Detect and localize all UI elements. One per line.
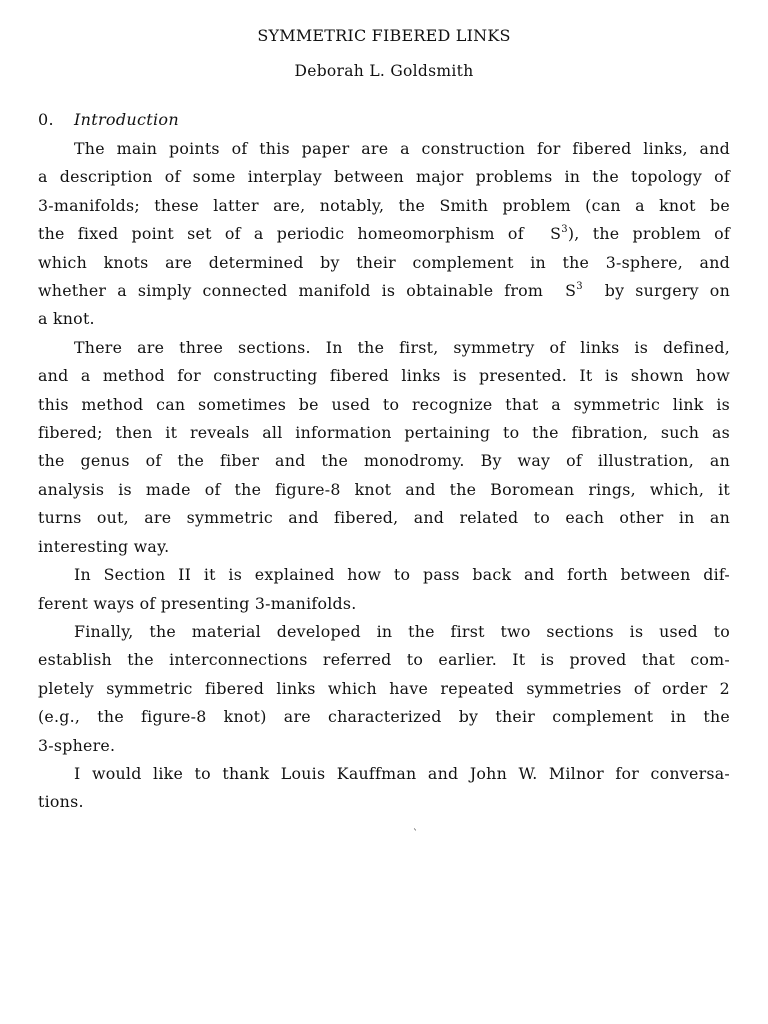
text-line (38, 220, 730, 248)
math-superscript: 3 (576, 281, 583, 293)
section-heading (38, 110, 179, 129)
text-line: turns out, are symmetric and fibered, and related to each other in an (38, 508, 730, 528)
section-number: 0. (38, 110, 54, 129)
text-fragment: by surgery on (604, 281, 730, 301)
paragraph-5 (38, 760, 730, 817)
text-line: 3-manifolds; these latter are, notably, the Smith problem (can a knot be (38, 195, 730, 215)
text-line: establish the interconnections referred to earlier. It is proved that com- (38, 650, 730, 670)
text-line: interesting way. (38, 536, 170, 556)
paragraph-4 (38, 618, 730, 760)
text-line: the genus of the fiber and the monodromy. By way of illustration, an (38, 451, 730, 471)
paragraph-3 (38, 561, 730, 618)
stray-mark: ` (413, 829, 418, 840)
text-line: which knots are determined by their complement in the 3-sphere, and (38, 252, 730, 272)
text-line: (e.g., the figure-8 knot) are characterized by their complement in the (38, 707, 730, 727)
text-line: tions. (38, 792, 84, 812)
text-line: analysis is made of the figure-8 knot and the Boromean rings, which, it (38, 479, 730, 499)
text-line: a description of some interplay between major problems in the topology of (38, 167, 730, 187)
text-line: In Section II it is explained how to pass back and forth between dif- (74, 565, 730, 585)
text-line: this method can sometimes be used to recognize that a symmetric link is (38, 394, 730, 414)
text-line: The main points of this paper are a construction for fibered links, and (74, 139, 730, 158)
text-line: I would like to thank Louis Kauffman and John W. Milnor for conversa- (74, 763, 730, 783)
text-line: fibered; then it reveals all information pertaining to the fibration, such as (38, 423, 730, 443)
text-line (38, 277, 730, 305)
paper-author: Deborah L. Goldsmith (294, 62, 474, 80)
body-text (38, 135, 730, 817)
paper-title: SYMMETRIC FIBERED LINKS (257, 26, 511, 45)
paragraph-1 (38, 135, 730, 334)
math-symbol: S (565, 281, 577, 301)
section-name: Introduction (74, 110, 179, 129)
text-fragment: whether a simply connected manifold is obtainable from (38, 281, 544, 301)
text-line: There are three sections. In the first, symmetry of links is defined, (74, 337, 730, 357)
text-line: a knot. (38, 309, 95, 329)
text-line: Finally, the material developed in the first two sections is used to (74, 621, 730, 641)
math-symbol: S (550, 224, 562, 244)
text-line: pletely symmetric fibered links which have repeated symmetries of order 2 (38, 678, 730, 698)
text-fragment: ), the problem of (567, 224, 730, 244)
math-superscript: 3 (561, 224, 568, 236)
text-line: 3-sphere. (38, 735, 116, 755)
text-fragment: the fixed point set of a periodic homeomorphism of (38, 224, 524, 244)
paragraph-2 (38, 334, 730, 561)
text-line: ferent ways of presenting 3-manifolds. (38, 593, 357, 613)
text-line: and a method for constructing fibered links is presented. It is shown how (38, 366, 730, 386)
